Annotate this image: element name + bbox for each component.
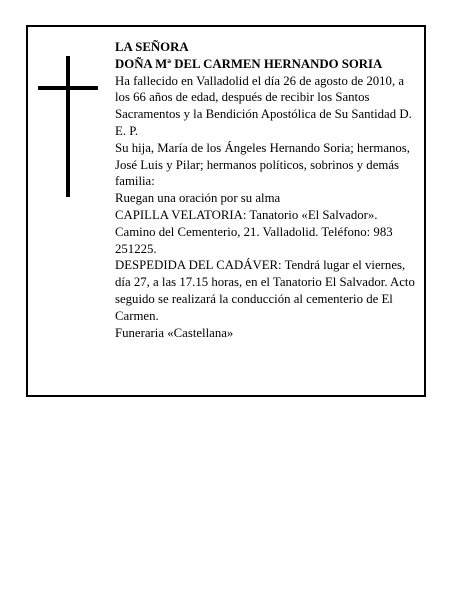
farewell-info: DESPEDIDA DEL CADÁVER: Tendrá lugar el viernes, día 27, a las 17.15 horas, en el Tanatorio El Salvador. Acto seguido se realizará la conducción al cementerio de El Carmen.: [115, 258, 415, 323]
heading-title: LA SEÑORA: [115, 40, 189, 54]
cross-horizontal-bar: [38, 86, 98, 90]
deceased-name: DOÑA Mª DEL CARMEN HERNANDO SORIA: [115, 56, 383, 71]
obituary-notice: [26, 25, 426, 397]
obituary-text: [115, 39, 415, 341]
funeral-home: Funeraria «Castellana»: [115, 325, 234, 340]
family-paragraph: Su hija, María de los Ángeles Hernando Soria; hermanos, José Luis y Pilar; hermanos políticos, sobrinos y demás familia:: [115, 140, 410, 189]
death-notice-paragraph: Ha fallecido en Valladolid el día 26 de agosto de 2010, a los 66 años de edad, después de recibir los Santos Sacramentos y la Bendición Apostólica de Su Santidad D. E. P.: [115, 73, 412, 138]
chapel-info: CAPILLA VELATORIA: Tanatorio «El Salvador». Camino del Cementerio, 21. Valladolid. Teléfono: 983 251225.: [115, 207, 393, 256]
prayer-request: Ruegan una oración por su alma: [115, 191, 281, 206]
cross-vertical-bar: [66, 56, 70, 197]
